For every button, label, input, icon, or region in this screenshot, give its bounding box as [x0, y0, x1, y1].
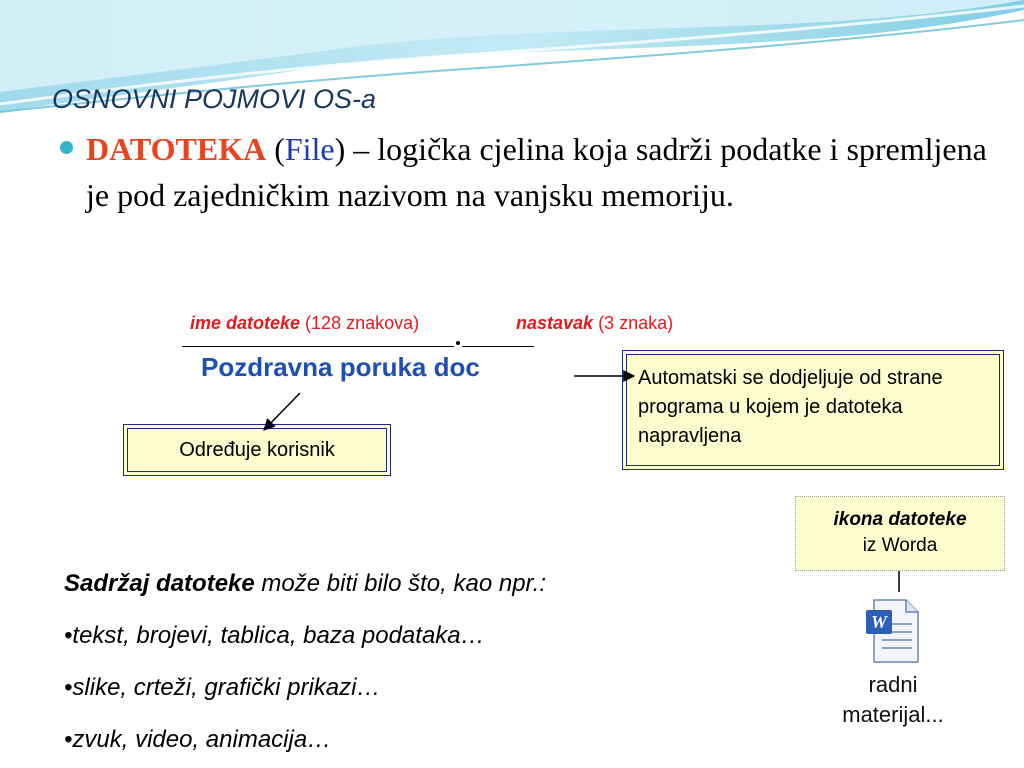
- auto-assigned-box: Automatski se dodjeljuje od strane programa u kojem je datoteka napravljena: [622, 350, 1004, 470]
- content-list: [64, 558, 546, 766]
- word-document-tile[interactable]: [822, 592, 964, 748]
- content-item: •tekst, brojevi, tablica, baza podataka…: [64, 622, 485, 649]
- filename-name-label: ime datoteke (128 znakova): [190, 313, 420, 333]
- user-defined-box: Određuje korisnik: [123, 424, 391, 476]
- svg-text:W: W: [870, 612, 888, 632]
- name-underline: [182, 346, 454, 347]
- term-english: File: [284, 131, 335, 167]
- extension-dot: [456, 341, 460, 345]
- slide-title: OSNOVNI POJMOVI OS-a: [52, 84, 377, 114]
- word-document-icon: [822, 592, 964, 672]
- filename-extension-label: nastavak (3 znaka): [516, 313, 674, 333]
- content-item: •zvuk, video, animacija…: [64, 726, 332, 753]
- example-filename: Pozdravna poruka doc: [201, 352, 480, 382]
- definition-paragraph: DATOTEKA (File) – logička cjelina koja sadrži podatke i spremljena je pod zajedničkim nazivom na vanjsku memoriju.: [86, 131, 987, 213]
- extension-underline: [462, 346, 534, 347]
- file-icon-callout: ikona datoteke iz Worda: [795, 496, 1005, 571]
- word-icon-label: radni materijal...: [842, 672, 944, 727]
- content-item: •slike, crteži, grafički prikazi…: [64, 674, 381, 701]
- definition-text: – logička cjelina koja sadrži podatke i spremljena je pod zajedničkim nazivom na vanjsku memoriju.: [86, 131, 987, 213]
- term-datoteka: DATOTEKA: [86, 131, 267, 167]
- content-lead: Sadržaj datoteke može biti bilo što, kao npr.:: [64, 570, 546, 597]
- bullet-icon: [60, 141, 73, 154]
